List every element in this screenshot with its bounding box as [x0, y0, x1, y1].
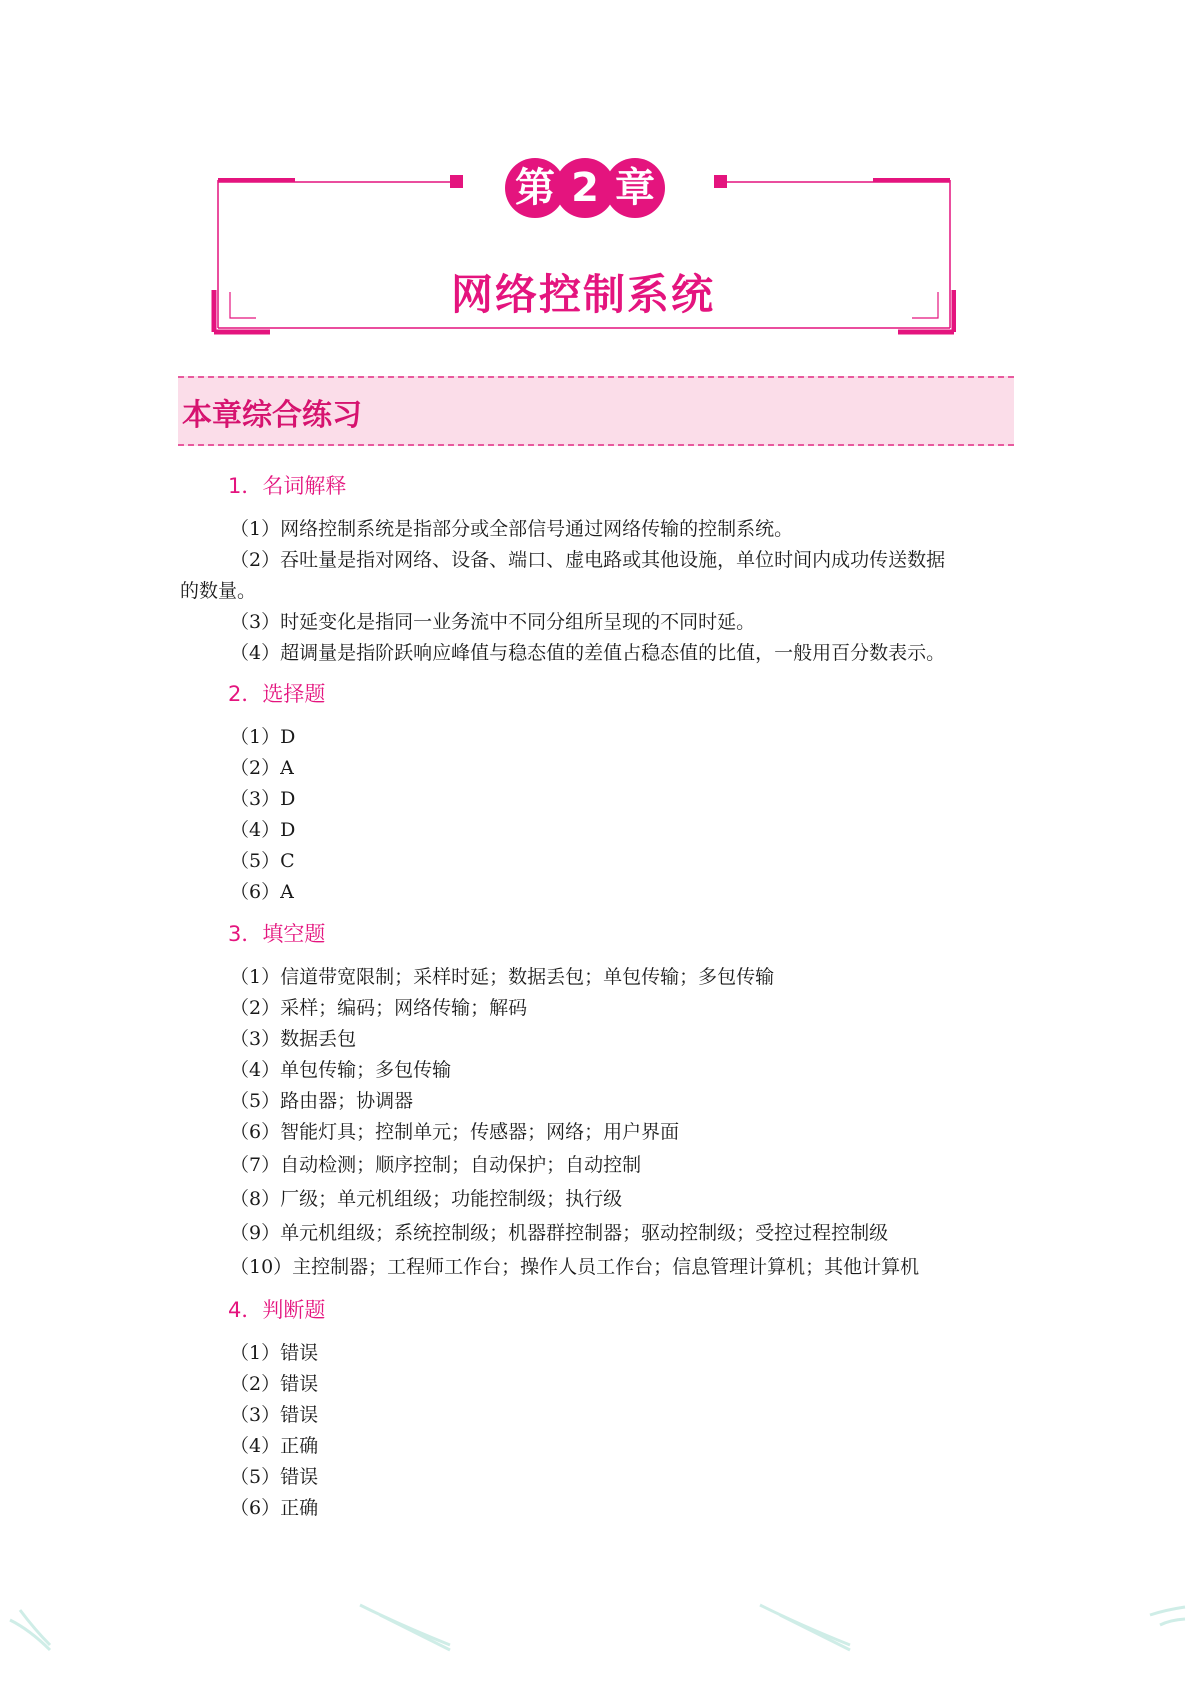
q3-item: （9）单元机组级；系统控制级；机器群控制器；驱动控制级；受控过程控制级: [230, 1222, 889, 1244]
chapter-title: 网络控制系统: [450, 270, 715, 319]
q2-heading: 2．选择题: [228, 682, 326, 706]
q1-item: （3）时延变化是指同一业务流中不同分组所呈现的不同时延。: [230, 611, 756, 633]
q2-item: （1）D: [230, 726, 296, 748]
section-title: 本章综合练习: [182, 398, 362, 433]
q2-item: （6）A: [230, 881, 294, 903]
q1-item: 的数量。: [180, 580, 257, 602]
q1-item: （4）超调量是指阶跃响应峰值与稳态值的差值占稳态值的比值，一般用百分数表示。: [230, 642, 946, 664]
q4-item: （1）错误: [230, 1342, 319, 1364]
section-bar: [178, 376, 1014, 446]
q3-item: （10）主控制器；工程师工作台；操作人员工作台；信息管理计算机；其他计算机: [230, 1256, 920, 1278]
chapter-badge: [505, 152, 665, 224]
chapter-prefix: 第: [505, 158, 565, 218]
watermark-band: [0, 1600, 1191, 1670]
chapter-number: 2: [555, 158, 615, 218]
q2-item: （4）D: [230, 819, 296, 841]
q3-item: （2）采样；编码；网络传输；解码: [230, 997, 528, 1019]
q2-item: （3）D: [230, 788, 296, 810]
q4-heading: 4．判断题: [228, 1298, 326, 1322]
q3-item: （1）信道带宽限制；采样时延；数据丢包；单包传输；多包传输: [230, 966, 775, 988]
q1-item: （1）网络控制系统是指部分或全部信号通过网络传输的控制系统。: [230, 518, 794, 540]
chapter-suffix: 章: [605, 158, 665, 218]
q2-item: （5）C: [230, 850, 295, 872]
q2-item: （2）A: [230, 757, 294, 779]
q3-item: （4）单包传输；多包传输: [230, 1059, 452, 1081]
q4-item: （6）正确: [230, 1497, 319, 1519]
q4-item: （5）错误: [230, 1466, 319, 1488]
q3-item: （6）智能灯具；控制单元；传感器；网络；用户界面: [230, 1121, 680, 1143]
q4-item: （2）错误: [230, 1373, 319, 1395]
q3-item: （7）自动检测；顺序控制；自动保护；自动控制: [230, 1154, 642, 1176]
q3-heading: 3．填空题: [228, 922, 326, 946]
q3-item: （5）路由器；协调器: [230, 1090, 414, 1112]
q4-item: （4）正确: [230, 1435, 319, 1457]
q3-item: （8）厂级；单元机组级；功能控制级；执行级: [230, 1188, 623, 1210]
q1-heading: 1．名词解释: [228, 474, 347, 498]
q1-item: （2）吞吐量是指对网络、设备、端口、虚电路或其他设施，单位时间内成功传送数据: [230, 549, 946, 571]
q3-item: （3）数据丢包: [230, 1028, 357, 1050]
q4-item: （3）错误: [230, 1404, 319, 1426]
watermark-shapes: [0, 1600, 1191, 1670]
